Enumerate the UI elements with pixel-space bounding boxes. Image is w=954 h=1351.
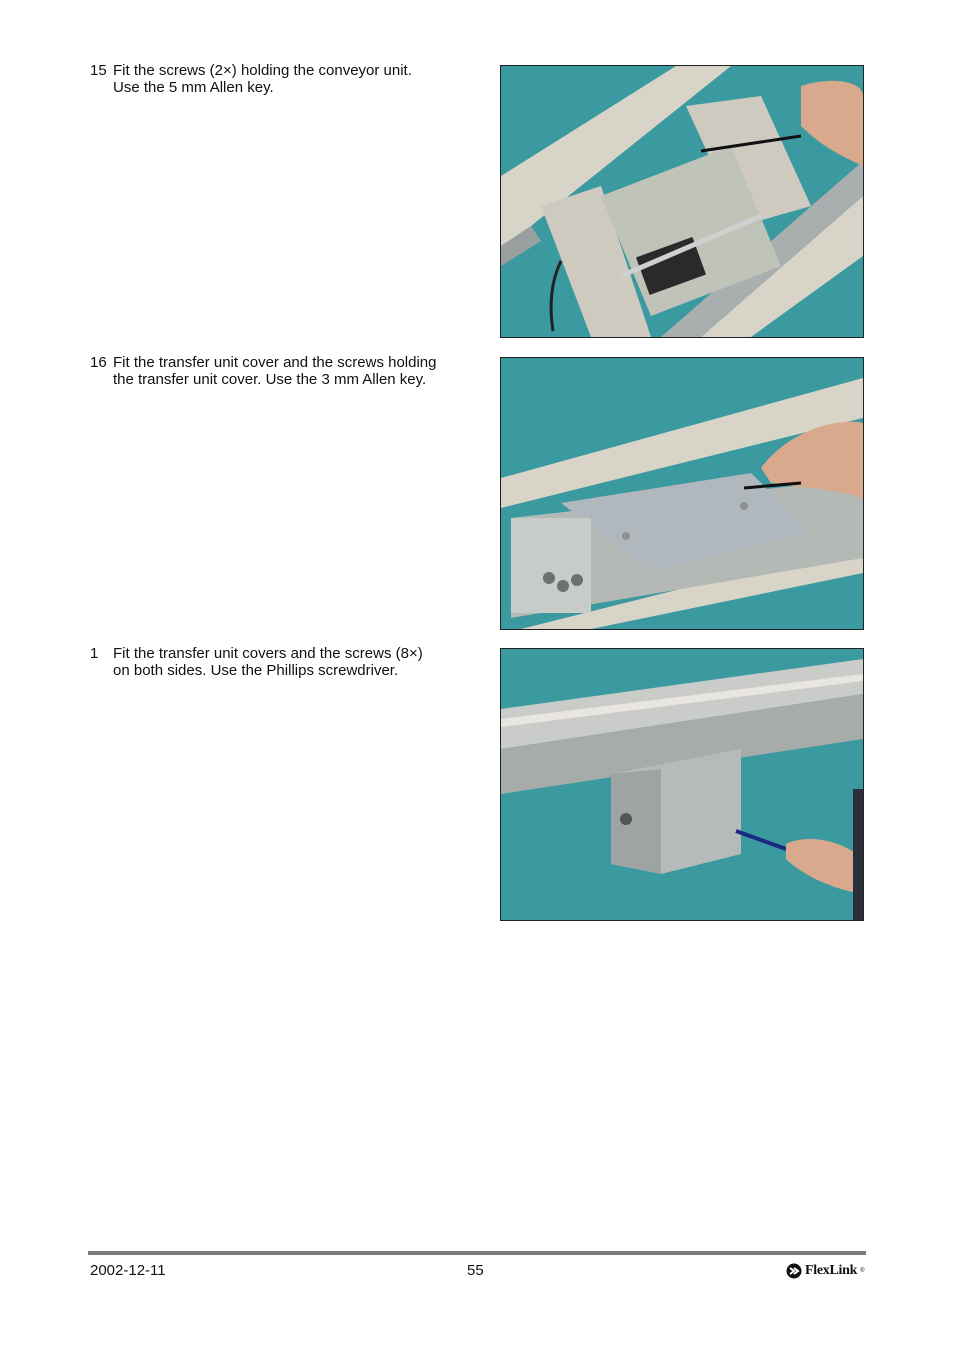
step-text: Fit the transfer unit covers and the screws (8×) on both sides. Use the Phillips screwdriver. <box>113 645 423 679</box>
step-text: Fit the transfer unit cover and the screws holding the transfer unit cover. Use the 3 mm Allen key. <box>113 354 437 388</box>
step-number: 1 <box>90 645 99 662</box>
footer-date: 2002-12-11 <box>90 1262 166 1279</box>
flexlink-logo <box>786 1263 864 1279</box>
photo-conveyor-screws <box>500 65 864 338</box>
step-text: Fit the screws (2×) holding the conveyor unit. Use the 5 mm Allen key. <box>113 62 412 96</box>
flexlink-logo-icon <box>786 1263 802 1279</box>
photo-transfer-cover <box>500 357 864 630</box>
brand-name: FlexLink <box>805 1263 858 1278</box>
step-number: 16 <box>90 354 107 371</box>
page-number: 55 <box>467 1262 484 1279</box>
photo-transfer-covers-sides <box>500 648 864 921</box>
step-number: 15 <box>90 62 107 79</box>
footer-rule <box>88 1251 866 1255</box>
registered-mark: ® <box>860 1268 865 1274</box>
